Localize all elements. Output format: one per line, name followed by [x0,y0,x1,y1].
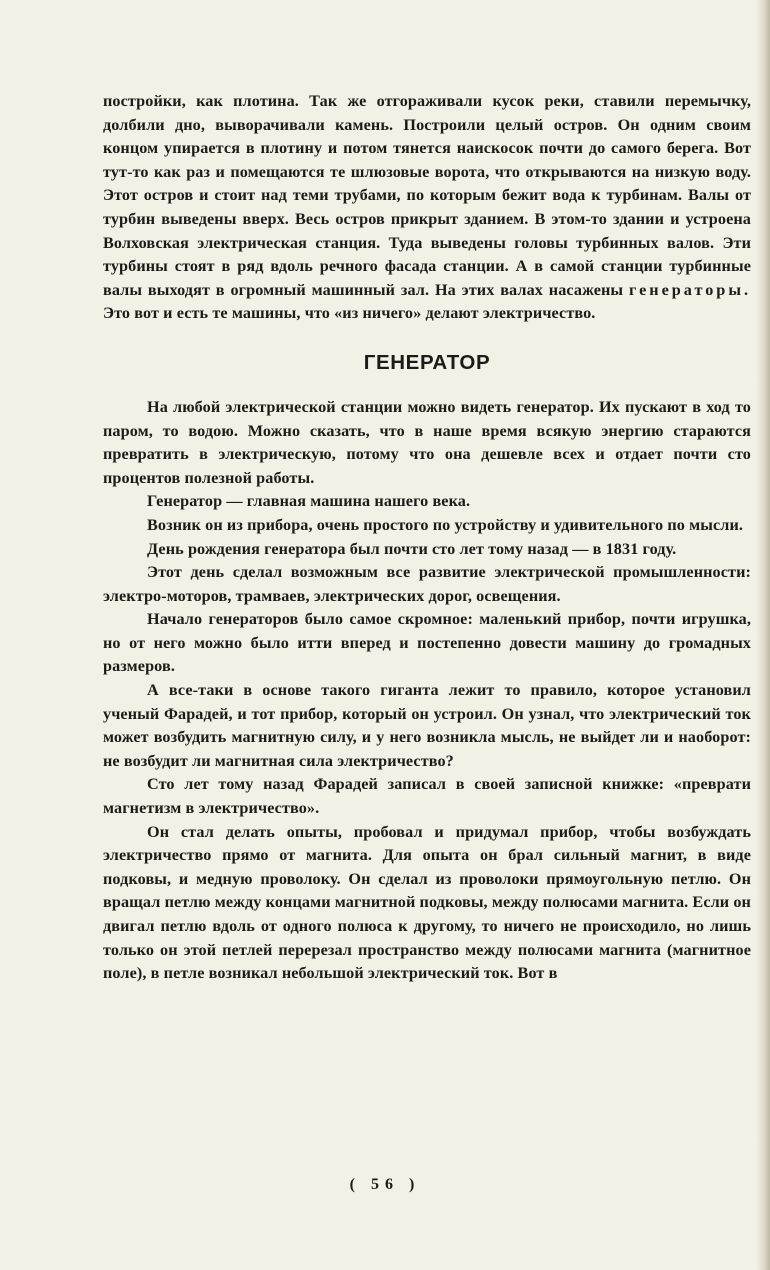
paragraph-7: А все-таки в основе такого гиганта лежит то правило, которое установил ученый Фарадей, и тот прибор, который он устроил. Он узнал, что электрический ток может возбудить магнитную силу, и у него возникла мысль, не выйдет ли и наоборот: не возбудит ли магнитная сила электричество? [103,681,751,770]
intro-text-start: постройки, как плотина. Так же отгораживали кусок реки, ставили перемычку, долбили дно, выворачивали камень. Построили целый остров. Он одним своим концом упирается в плотину и потом тянется наискосок почти до самого берега. Вот тут-то как раз и помещаются те шлюзовые ворота, что открываются на низкую воду. Этот остров и стоит над теми трубами, по которым бежит вода к турбинам. Валы от турбин выведены вверх. Весь остров прикрыт зданием. В этом-то здании и устроена Волховская электрическая станция. Туда выведены головы турбинных валов. Эти турбины стоят в ряд вдоль речного фасада станции. А в самой станции турбинные валы выходят в огромный машинный зал. На этих валах насажены [103,92,751,299]
paragraph-6: Начало генераторов было самое скромное: маленький прибор, почти игрушка, но от него можно было итти вперед и постепенно довести машину до громадных размеров. [103,610,751,676]
intro-emphasis: генераторы. [628,280,751,299]
page-body [103,90,751,986]
intro-paragraph [103,90,751,326]
intro-text-end: Это вот и есть те машины, что «из ничего» делают электричество. [103,304,596,323]
section-heading: ГЕНЕРАТОР [363,350,491,374]
paragraph-4: День рождения генератора был почти сто лет тому назад — в 1831 году. [147,539,677,558]
page-number: ( 56 ) [349,1176,421,1193]
paragraph-5: Этот день сделал возможным все развитие электрической промышленности: электро-моторов, трамваев, электрических дорог, освещения. [103,563,751,605]
paragraph-3: Возник он из прибора, очень простого по устройству и удивительного по мысли. [147,515,744,534]
page-spine-shadow [756,0,770,1270]
paragraph-8: Сто лет тому назад Фарадей записал в своей записной книжке: «преврати магнетизм в электричество». [103,775,751,818]
paragraph-2: Генератор — главная машина нашего века. [147,492,471,511]
paragraph-9: Он стал делать опыты, пробовал и придумал прибор, чтобы возбуждать электричество прямо от магнита. Для опыта он брал сильный магнит, в виде подковы, и медную проволоку. Он сделал из проволоки прямоугольную петлю. Он вращал петлю между концами магнитной подковы, между полюсами магнита. Если он двигал петлю вдоль от одного полюса к другому, то ничего не происходило, но лишь только он этой петлей перерезал пространство между полюсами магнита (магнитное поле), в петле возникал небольшой электрический ток. Вот в [103,822,751,983]
paragraph-1: На любой электрической станции можно видеть генератор. Их пускают в ход то паром, то водою. Можно сказать, что в наше время всякую энергию стараются превратить в электрическую, потому что она дешевле всех и отдает почти сто процентов полезной работы. [103,397,751,487]
